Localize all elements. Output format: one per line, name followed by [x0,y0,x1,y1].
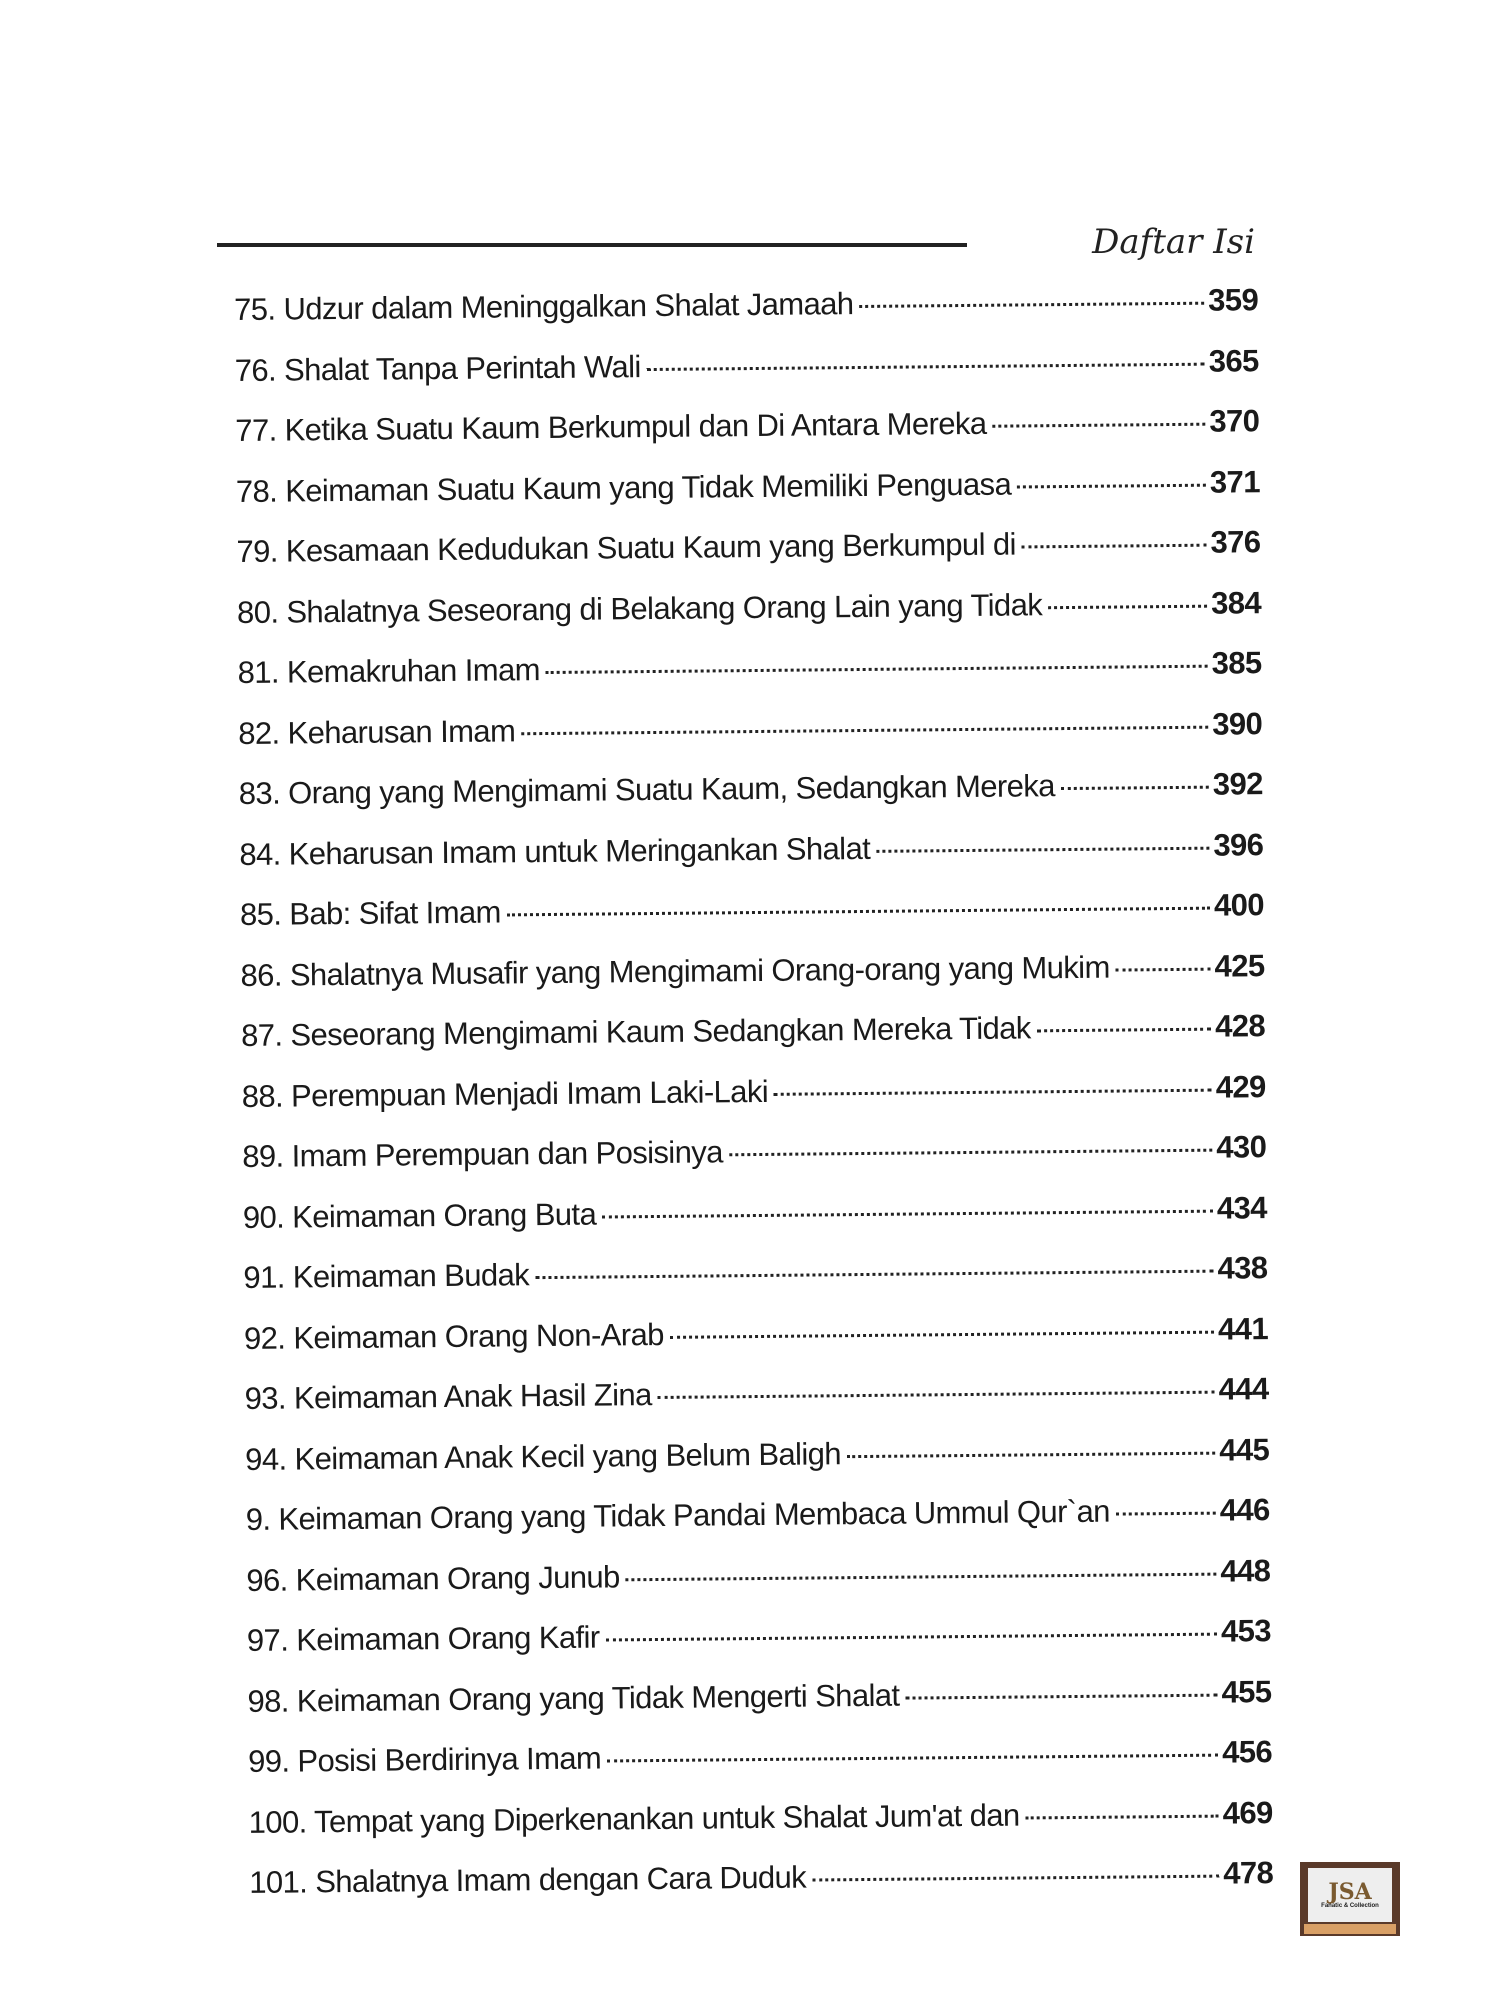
header-rule [217,243,967,247]
logo-subtitle: Fanatic & Collection [1321,1903,1379,1909]
toc-entry [239,827,1264,897]
toc-entry [244,1371,1269,1441]
toc-entry-page: 434 [1216,1189,1267,1226]
dot-leader [626,1572,1217,1581]
dot-leader [1026,1814,1219,1819]
toc-entry-page: 428 [1214,1008,1266,1044]
toc-entry-page: 385 [1211,645,1262,681]
toc-entry [237,645,1262,715]
dot-leader [1037,1028,1211,1033]
toc-entry-page: 453 [1220,1613,1272,1649]
toc-entry-title: 101. Shalatnya Imam dengan Cara Duduk [249,1859,807,1900]
dot-leader [647,362,1205,370]
toc-entry-title: 96. Keimaman Orang Junub [246,1558,620,1598]
toc-entry [246,1492,1271,1562]
toc-entry [243,1250,1268,1320]
toc-entry-title: 87. Seseorang Mengimami Kaum Sedangkan Mereka Tidak [240,1010,1031,1053]
dot-leader [546,665,1208,674]
toc-entry [240,948,1265,1018]
page-header-title: Daftar Isi [1092,222,1255,262]
toc-entry [238,706,1263,776]
toc-entry-title: 99. Posisi Berdirinya Imam [247,1740,602,1779]
toc-entry-title: 94. Keimaman Anak Kecil yang Belum Baligh [245,1435,842,1477]
toc-entry-page: 429 [1215,1068,1266,1105]
dot-leader [535,1270,1213,1280]
dot-leader [1116,1512,1216,1516]
dot-leader [905,1693,1217,1699]
toc-entry-title: 82. Keharusan Imam [238,712,516,751]
toc-entry-title: 9. Keimaman Orang yang Tidak Pandai Membaca Ummul Qur`an [245,1493,1111,1537]
table-of-contents [234,282,1274,1925]
toc-entry-title: 91. Keimaman Budak [243,1257,530,1295]
toc-entry-title: 84. Keharusan Imam untuk Meringankan Shalat [239,830,871,872]
toc-entry [242,1069,1267,1139]
dot-leader [607,1754,1218,1763]
toc-entry-page: 425 [1214,947,1265,984]
toc-entry-page: 396 [1213,826,1264,863]
dot-leader [812,1875,1219,1882]
toc-entry [244,1311,1269,1381]
toc-entry-page: 469 [1222,1794,1273,1831]
toc-entry-title: 92. Keimaman Orang Non-Arab [243,1316,664,1356]
toc-entry-page: 365 [1208,342,1259,379]
toc-entry-page: 376 [1210,524,1261,560]
toc-entry-title: 83. Orang yang Mengimami Suatu Kaum, Sedangkan Mereka [238,768,1055,811]
dot-leader [859,302,1204,308]
toc-entry [242,1129,1267,1199]
dot-leader [1017,483,1206,488]
toc-entry-page: 400 [1213,887,1265,923]
toc-entry-title: 80. Shalatnya Seseorang di Belakang Orang Lain yang Tidak [236,586,1043,630]
dot-leader [602,1209,1213,1218]
toc-entry [248,1734,1273,1804]
toc-entry-page: 455 [1221,1673,1272,1710]
dot-leader [507,907,1210,917]
dot-leader [1061,786,1209,790]
dot-leader [606,1633,1217,1642]
logo-desk [1304,1924,1396,1934]
toc-entry-page: 446 [1219,1492,1270,1528]
toc-entry-title: 93. Keimaman Anak Hasil Zina [244,1377,652,1416]
toc-entry [249,1855,1274,1925]
toc-entry-title: 88. Perempuan Menjadi Imam Laki-Laki [241,1073,769,1114]
jsa-logo [1300,1862,1400,1936]
dot-leader [847,1451,1215,1458]
toc-entry-page: 445 [1219,1431,1270,1468]
toc-entry-title: 81. Kemakruhan Imam [237,652,541,690]
toc-entry-title: 90. Keimaman Orang Buta [242,1196,597,1235]
dot-leader [876,846,1209,852]
dot-leader [992,423,1205,428]
toc-entry [235,343,1260,413]
toc-entry-title: 97. Keimaman Orang Kafir [246,1619,600,1658]
dot-leader [658,1391,1215,1399]
toc-entry [243,1190,1268,1260]
toc-entry-page: 359 [1208,282,1259,318]
toc-entry [237,585,1262,655]
toc-entry-page: 430 [1216,1129,1267,1165]
toc-entry-title: 79. Kesamaan Kedudukan Suatu Kaum yang Berkumpul di [236,526,1016,569]
toc-entry-page: 384 [1210,584,1262,621]
toc-entry [246,1553,1271,1623]
toc-entry-page: 438 [1217,1250,1268,1286]
toc-entry-page: 444 [1218,1371,1269,1407]
toc-entry-page: 370 [1209,403,1260,439]
toc-entry-title: 78. Keimaman Suatu Kaum yang Tidak Memiliki Penguasa [235,466,1012,509]
toc-entry-page: 456 [1221,1734,1273,1770]
toc-entry-page: 390 [1212,705,1263,742]
toc-entry-title: 77. Ketika Suatu Kaum Berkumpul dan Di Antara Mereka [235,405,987,448]
toc-entry [236,464,1261,534]
toc-entry-page: 448 [1220,1552,1271,1589]
toc-entry-page: 371 [1209,463,1261,500]
toc-entry-title: 85. Bab: Sifat Imam [239,894,501,932]
toc-entry [234,282,1259,352]
toc-entry [247,1674,1272,1744]
dot-leader [1022,544,1207,549]
toc-entry-title: 98. Keimaman Orang yang Tidak Mengerti Shalat [247,1677,900,1719]
toc-entry-page: 392 [1212,766,1263,802]
toc-entry-title: 89. Imam Perempuan dan Posisinya [242,1134,723,1174]
toc-entry [241,1008,1266,1078]
toc-entry-title: 100. Tempat yang Diperkenankan untuk Shalat Jum'at dan [248,1797,1020,1840]
toc-entry [240,887,1265,957]
toc-entry-page: 441 [1217,1310,1269,1347]
toc-entry-title: 75. Udzur dalam Meninggalkan Shalat Jamaah [234,286,854,327]
dot-leader [1116,967,1211,971]
dot-leader [521,725,1208,735]
toc-entry-page: 478 [1223,1855,1274,1891]
toc-entry [236,524,1261,594]
dot-leader [1048,604,1207,609]
dot-leader [774,1088,1212,1095]
dot-leader [670,1330,1214,1338]
toc-entry [235,403,1260,473]
logo-text: JSA [1328,1879,1372,1905]
toc-entry [245,1432,1270,1502]
dot-leader [729,1149,1213,1157]
toc-entry [239,766,1264,836]
toc-entry [249,1795,1274,1865]
toc-entry-title: 86. Shalatnya Musafir yang Mengimami Orang-orang yang Mukim [240,949,1110,993]
toc-entry [247,1613,1272,1683]
toc-entry-title: 76. Shalat Tanpa Perintah Wali [234,348,641,388]
